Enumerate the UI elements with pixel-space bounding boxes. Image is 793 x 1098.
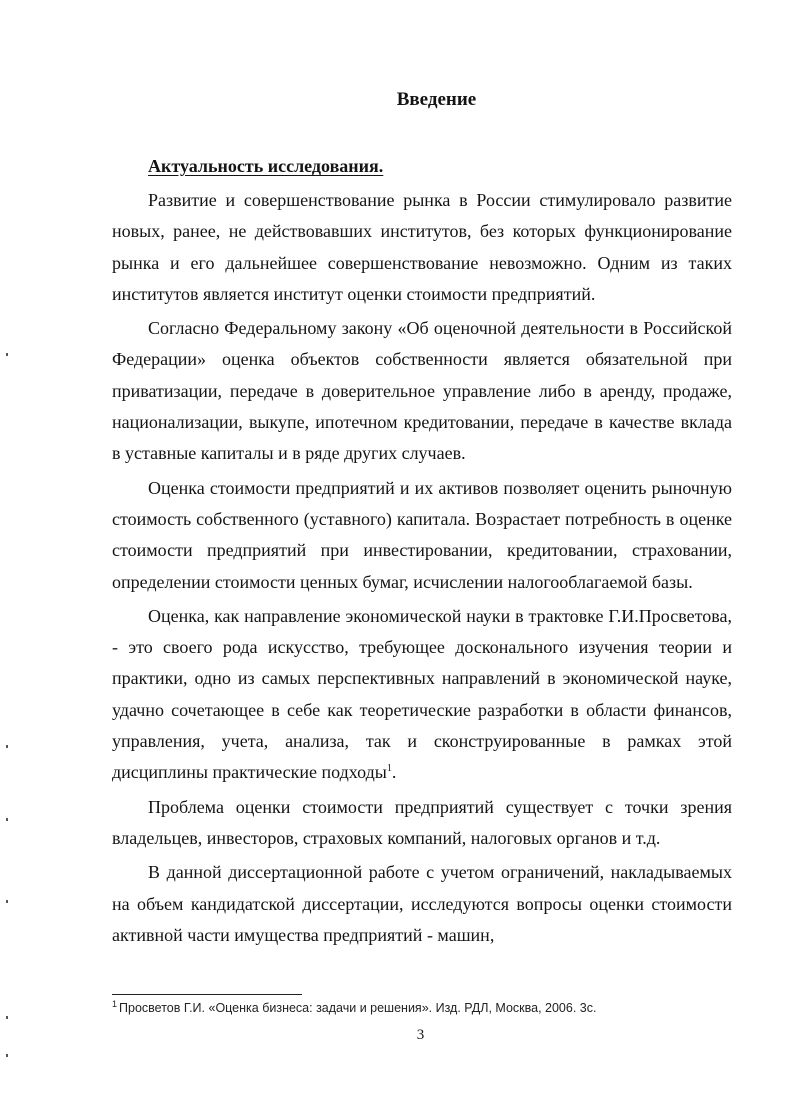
footnote-reference: 1	[386, 763, 392, 775]
paragraph-4: Оценка, как направление экономической науки в трактовке Г.И.Просветова, - это своего рода искусство, требующее досконального изучения теории и практики, одно из самых перспективных направлений в экономической науке, удачно сочетающее в себе как теоретические разработки в области финансов, управления, учета, анализа, так и сконструированные в рамках этой дисциплины практические подходы$^1$.	[112, 605, 732, 783]
footnote	[112, 998, 597, 1015]
scan-speck	[6, 1016, 8, 1019]
paragraph-4-text: Оценка, как направление экономической науки в трактовке Г.И.Просветова, - это своего рода искусство, требующее досконального изучения теории и практики, одно из самых перспективных направлений в экономической науке, удачно сочетающее в себе как теоретические разработки в области финансов, управления, учета, анализа, так и сконструированные в рамках этой дисциплины практические подходы	[112, 605, 732, 783]
scan-speck	[6, 745, 8, 748]
footnote-marker: 1	[112, 998, 118, 1009]
paragraph-2: Согласно Федеральному закону «Об оценочной деятельности в Российской Федерации» оценка объектов собственности является обязательной при приватизации, передаче в доверительное управление либо в аренду, продаже, национализации, выкупе, ипотечном кредитовании, передаче в качестве вклада в уставные капиталы и в ряде других случаев.	[112, 318, 732, 464]
body-text	[112, 185, 732, 951]
scan-speck	[6, 818, 8, 821]
scan-speck	[6, 900, 8, 903]
scan-speck	[6, 1054, 8, 1057]
paragraph-1: Развитие и совершенствование рынка в России стимулировало развитие новых, ранее, не действовавших институтов, без которых функционирование рынка и его дальнейшее совершенствование невозможно. Одним из таких институтов является институт оценки стоимости предприятий.	[112, 190, 732, 304]
paragraph-6: В данной диссертационной работе с учетом ограничений, накладываемых на объем кандидатской диссертации, исследуются вопросы оценки стоимости активной части имущества предприятий - машин,	[112, 862, 732, 945]
paragraph-3: Оценка стоимости предприятий и их активов позволяет оценить рыночную стоимость собственного (уставного) капитала. Возрастает потребность в оценке стоимости предприятий при инвестировании, кредитовании, страховании, определении стоимости ценных бумаг, исчислении налогооблагаемой базы.	[112, 477, 732, 592]
scan-speck	[6, 353, 8, 356]
section-title: Актуальность исследования.	[148, 156, 384, 176]
paragraph-5: Проблема оценки стоимости предприятий существует с точки зрения владельцев, инвесторов, страховых компаний, налоговых органов и т.д.	[112, 796, 732, 848]
footnote-text: Просветов Г.И. «Оценка бизнеса: задачи и решения». Изд. РДЛ, Москва, 2006. 3с.	[119, 1001, 597, 1015]
page-number: 3	[416, 1027, 425, 1043]
footnote-divider	[112, 994, 302, 995]
page-title: Введение	[396, 89, 477, 110]
